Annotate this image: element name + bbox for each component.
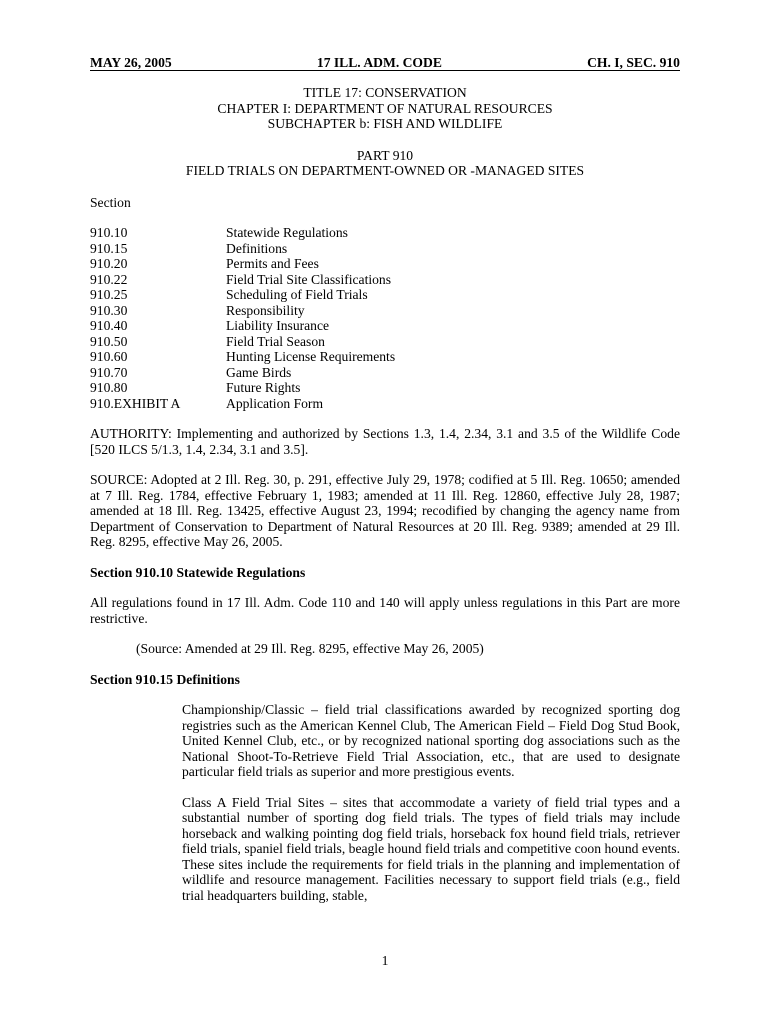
section-910-10-source: (Source: Amended at 29 Ill. Reg. 8295, effective May 26, 2005) [136,641,484,656]
part-number: PART 910 [356,147,414,163]
section-910-10-body: All regulations found in 17 Ill. Adm. Code 110 and 140 will apply unless regulations in this Part are more restrictive. [90,595,680,626]
toc-section-number: 910.25 [90,287,128,302]
toc-row [90,365,395,381]
toc-section-number: 910.22 [90,271,128,287]
toc-section-number: 910.40 [90,318,128,333]
toc-section-title: Future Rights [226,380,301,395]
toc-section-number: 910.60 [90,349,128,364]
header-code: 17 ILL. ADM. CODE [316,55,442,70]
subchapter-line: SUBCHAPTER b: FISH AND WILDLIFE [267,116,503,131]
title-line: TITLE 17: CONSERVATION [303,85,467,100]
toc-section-title: Permits and Fees [226,256,319,271]
toc-section-title: Scheduling of Field Trials [226,287,368,302]
part-block [90,148,680,179]
toc-section-number: 910.10 [90,225,128,240]
header-date: MAY 26, 2005 [90,55,172,70]
toc-section-number: 910.50 [90,333,128,349]
toc-section-title: Responsibility [226,302,305,318]
running-header [90,55,680,71]
toc-row [90,396,395,412]
page-number: 1 [381,953,389,968]
toc-section-title: Statewide Regulations [226,225,348,240]
toc-row [90,380,395,396]
toc-row [90,225,395,241]
document-page [90,55,680,903]
section-910-10-heading: Section 910.10 Statewide Regulations [90,564,306,580]
definition-class-a-sites: Class A Field Trial Sites – sites that accommodate a variety of field trial types and a substantial number of sporting dog field trials. The types of field trials may include horseback and walking pointing dog field trials, horseback fox hound field trials, retriever field trials, spaniel field trials, beagle hound field trials and competitive coon hound events. These sites include the requirements for field trials in the planning and implementation of wildlife and resource management. Facilities necessary to support field trials (e.g., field trial headquarters building, stable, [182,794,680,903]
toc-section-title: Definitions [226,240,288,256]
toc-row [90,272,395,288]
toc-section-number: 910.EXHIBIT A [90,395,181,411]
toc-section-number: 910.30 [90,302,128,318]
toc-section-title: Game Birds [226,364,292,380]
toc-row [90,318,395,334]
section-label: Section [90,194,131,210]
toc-section-number: 910.80 [90,380,128,395]
toc-row [90,334,395,350]
table-of-contents [90,225,395,411]
toc-row [90,287,395,303]
toc-section-number: 910.15 [90,240,128,256]
toc-row [90,241,395,257]
chapter-line: CHAPTER I: DEPARTMENT OF NATURAL RESOURCES [217,100,553,116]
part-name: FIELD TRIALS ON DEPARTMENT-OWNED OR -MANAGED SITES [185,163,585,178]
toc-section-title: Hunting License Requirements [226,349,396,364]
toc-section-number: 910.20 [90,256,128,271]
section-910-15-heading: Section 910.15 Definitions [90,671,240,687]
toc-section-title: Application Form [226,395,324,411]
toc-row [90,256,395,272]
title-block [90,85,680,132]
toc-section-title: Field Trial Site Classifications [226,271,392,287]
toc-row [90,303,395,319]
authority-paragraph: AUTHORITY: Implementing and authorized by Sections 1.3, 1.4, 2.34, 3.1 and 3.5 of the Wildlife Code [520 ILCS 5/1.3, 1.4, 2.34, 3.1 and 3.5]. [90,426,680,457]
header-chapter: CH. I, SEC. 910 [587,55,680,70]
definition-championship-classic: Championship/Classic – field trial classifications awarded by recognized sporting dog registries such as the American Kennel Club, The American Field – Field Dog Stud Book, United Kennel Club, etc., or by recognized national sporting dog associations such as the National Shoot-To-Retrieve Field Trial Association, etc., that are used to designate particular field trials as superior and more prestigious events. [182,702,680,779]
source-paragraph: SOURCE: Adopted at 2 Ill. Reg. 30, p. 291, effective July 29, 1978; codified at 5 Ill. Reg. 10650; amended at 7 Ill. Reg. 1784, effective February 1, 1983; amended at 11 Ill. Reg. 12860, effective July 28, 1987; amended at 18 Ill. Reg. 13425, effective August 23, 1994; recodified by changing the agency name from Department of Conservation to Department of Natural Resources at 20 Ill. Reg. 9389; amended at 29 Ill. Reg. 8295, effective May 26, 2005. [90,472,680,549]
toc-section-number: 910.70 [90,364,128,380]
toc-section-title: Liability Insurance [226,318,330,333]
toc-section-title: Field Trial Season [226,333,325,349]
toc-row [90,349,395,365]
